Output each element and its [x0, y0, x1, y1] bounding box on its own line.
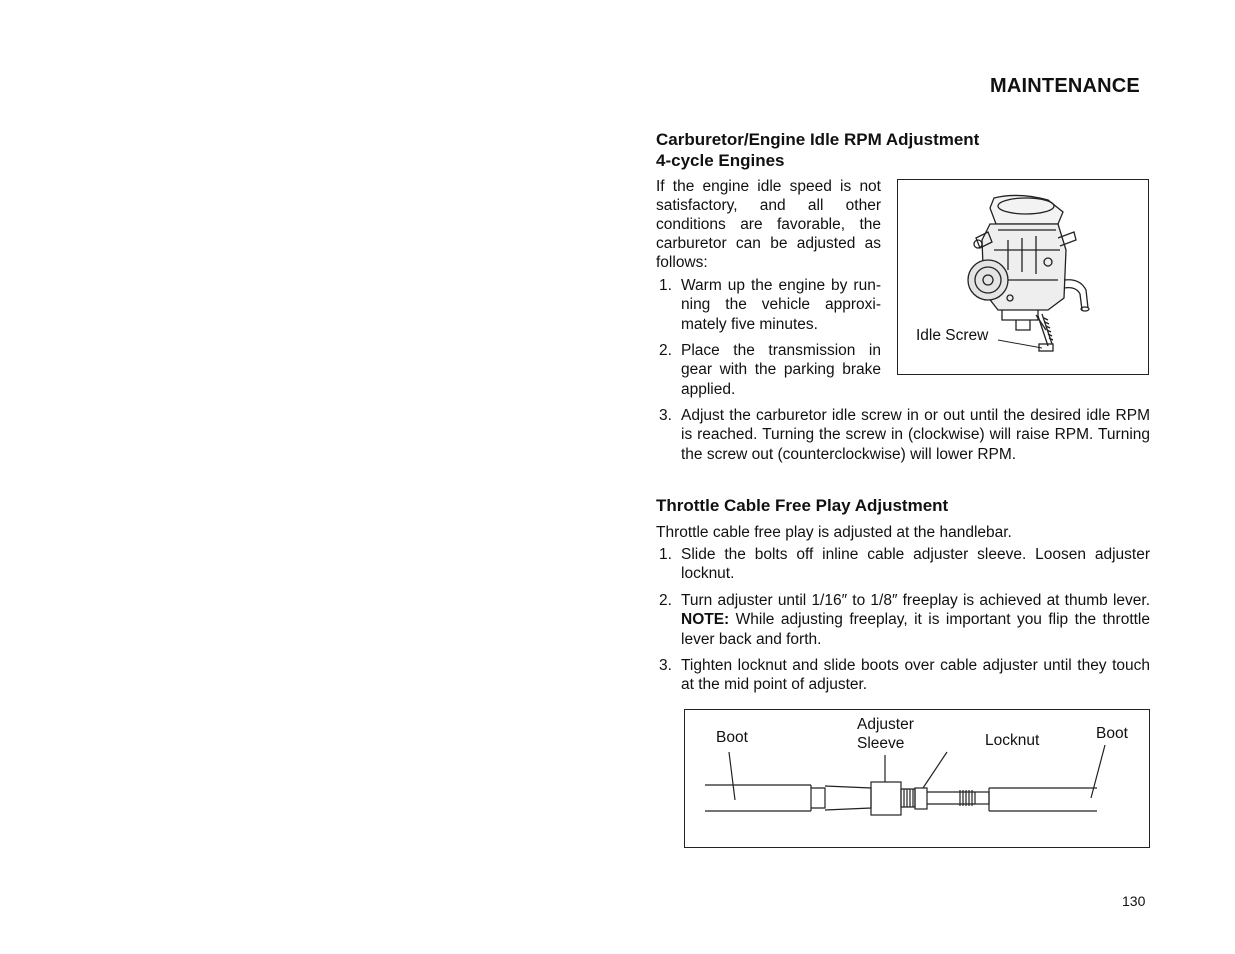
section-title-throttle: Throttle Cable Free Play Adjustment [656, 496, 949, 515]
step-text: Place the transmission in gear with the parking brake applied. [681, 342, 881, 398]
adjuster-sleeve-label [857, 715, 914, 753]
adjuster-label-line2: Sleeve [857, 735, 905, 752]
throttle-step-1 [659, 545, 1150, 584]
step-number: 2. [659, 592, 672, 609]
step-text: Tighten locknut and slide boots over cable adjuster until they touch at the mid point of adjuster. [681, 657, 1150, 694]
page-header-title: MAINTENANCE [990, 75, 1140, 97]
step-number: 1. [659, 546, 672, 563]
step-text-after: While adjusting freeplay, it is important you flip the throttle lever back and forth. [681, 611, 1150, 648]
note-label: NOTE: [681, 611, 730, 629]
step-text: Adjust the carburetor idle screw in or out until the desired idle RPM is reached. Turning the screw in (clockwise) will raise RPM. Turning the screw out (counterclockwise) will lower RPM. [681, 407, 1150, 463]
step-number: 3. [659, 407, 672, 424]
carburetor-step-3 [659, 406, 1150, 464]
throttle-intro-paragraph: Throttle cable free play is adjusted at the handlebar. [656, 524, 1012, 541]
step-text: Slide the bolts off inline cable adjuster sleeve. Loosen adjuster locknut. [681, 546, 1150, 583]
step-text-before: Turn adjuster until 1/16″ to 1/8″ freeplay is achieved at thumb lever. [681, 592, 1150, 609]
throttle-cable-illustration [685, 710, 1149, 847]
step-number: 3. [659, 657, 672, 674]
adjuster-label-line1: Adjuster [857, 716, 914, 733]
throttle-cable-figure [684, 709, 1150, 848]
step-text: Warm up the engine by run-ning the vehicle approxi-mately five minutes. [681, 277, 881, 333]
throttle-step-3 [659, 656, 1150, 695]
page-number: 130 [1122, 893, 1146, 909]
step-number: 2. [659, 342, 672, 359]
section-title-line2: 4-cycle Engines [656, 151, 785, 170]
step-text [659, 591, 1150, 649]
throttle-step-2 [659, 591, 1150, 649]
carburetor-intro-paragraph: If the engine idle speed is not satisfactory, and all other conditions are favorable, the carburetor can be adjusted as follows: [656, 178, 881, 271]
idle-screw-label: Idle Screw [916, 327, 989, 344]
section-title-carburetor [656, 129, 979, 171]
step-number: 1. [659, 277, 672, 294]
boot-left-label: Boot [716, 729, 748, 746]
carburetor-step-1 [659, 276, 881, 334]
boot-right-label: Boot [1096, 725, 1128, 742]
section-title-line1: Carburetor/Engine Idle RPM Adjustment [656, 130, 980, 149]
carburetor-figure [897, 179, 1149, 375]
locknut-label: Locknut [985, 732, 1040, 749]
carburetor-step-2 [659, 341, 881, 399]
